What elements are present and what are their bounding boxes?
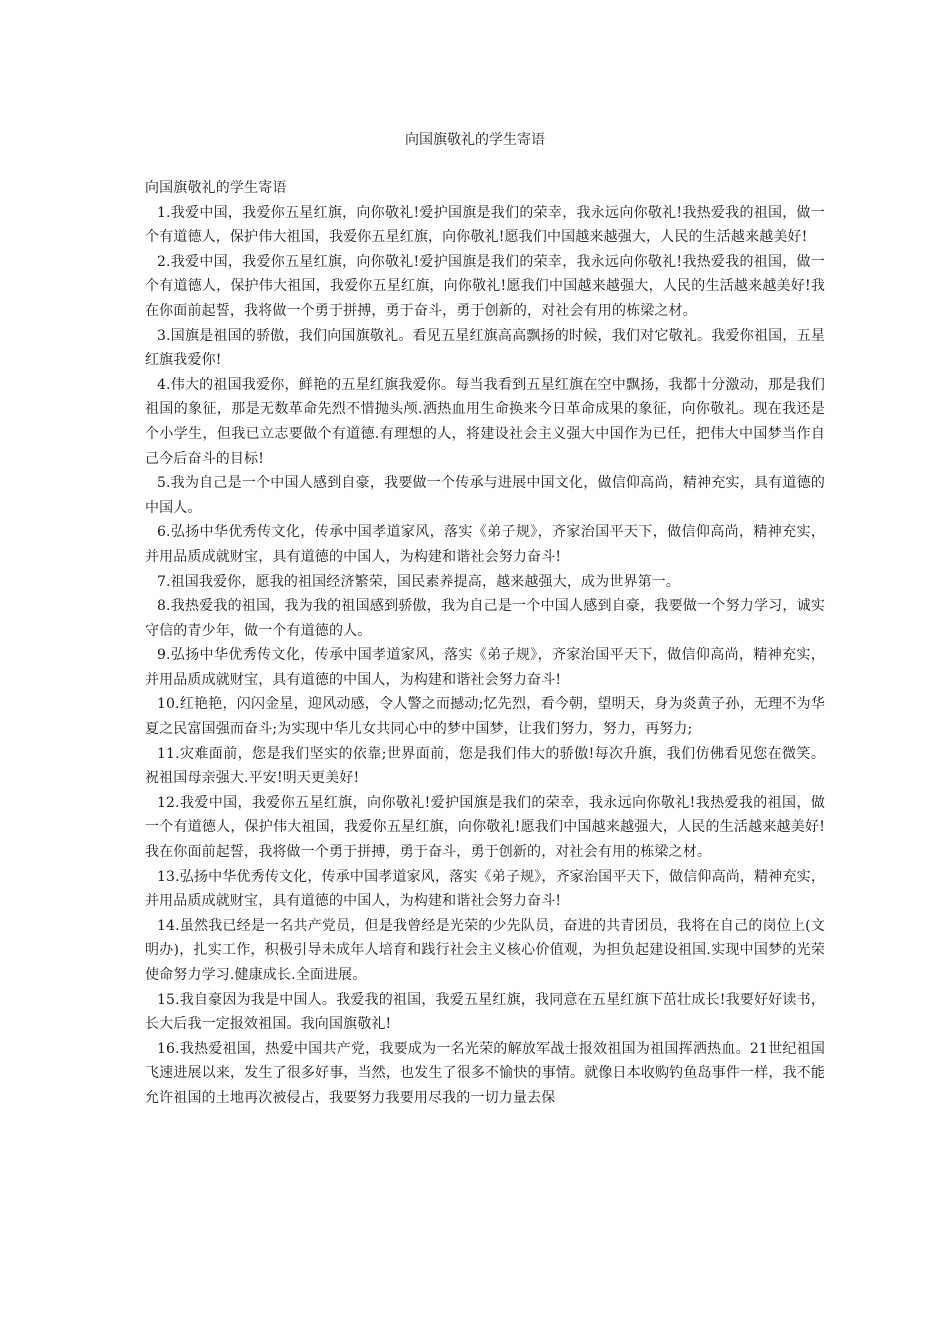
paragraph: 13.弘扬中华优秀传文化，传承中国孝道家风，落实《弟子规》，齐家治国平天下，做信仰高尚，精神充实，并用品质成就财宝，具有道德的中国人，为构建和谐社会努力奋斗! [145, 868, 825, 910]
paragraph: 1.我爱中国，我爱你五星红旗，向你敬礼!爱护国旗是我们的荣幸，我永远向你敬礼!我热爱我的祖国，做一个有道德人，保护伟大祖国，我爱你五星红旗，向你敬礼!愿我们中国越来越强大，人民的生活越来越美好! [145, 204, 825, 246]
document-title: 向国旗敬礼的学生寄语 [405, 132, 545, 148]
paragraph: 9.弘扬中华优秀传文化，传承中国孝道家风，落实《弟子规》，齐家治国平天下，做信仰高尚，精神充实，并用品质成就财宝，具有道德的中国人，为构建和谐社会努力奋斗! [145, 647, 825, 688]
paragraph: 12.我爱中国，我爱你五星红旗，向你敬礼!爱护国旗是我们的荣幸，我永远向你敬礼!我热爱我的祖国，做一个有道德人，保护伟大祖国，我爱你五星红旗，向你敬礼!愿我们中国越来越强大，人民的生活越来越美好!我在你面前起誓，我将做一个勇于拼搏，勇于奋斗，勇于创新的，对社会有用的栋梁之材。 [145, 794, 825, 861]
paragraph: 15.我自豪因为我是中国人。我爱我的祖国，我爱五星红旗，我同意在五星红旗下茁壮成长!我要好好读书，长大后我一定报效祖国。我向国旗敬礼! [145, 991, 825, 1033]
paragraph: 8.我热爱我的祖国，我为我的祖国感到骄傲，我为自己是一个中国人感到自豪，我要做一个努力学习，诚实守信的青少年，做一个有道德的人。 [145, 598, 825, 639]
document-body [145, 176, 825, 1111]
document-subtitle: 向国旗敬礼的学生寄语 [145, 180, 287, 196]
paragraph: 4.伟大的祖国我爱你，鲜艳的五星红旗我爱你。每当我看到五星红旗在空中飘扬，我都十分激动，那是我们祖国的象征，那是无数革命先烈不惜抛头颅.洒热血用生命换来今日革命成果的象征，向你敬礼。现在我还是个小学生，但我已立志要做个有道德.有理想的人，将建设社会主义强大中国作为已任，把伟大中国梦当作自己今后奋斗的目标! [145, 376, 825, 467]
paragraph: 5.我为自己是一个中国人感到自豪，我要做一个传承与进展中国文化，做信仰高尚，精神充实，具有道德的中国人。 [145, 475, 825, 516]
paragraph: 7.祖国我爱你，愿我的祖国经济繁荣，国民素养提高，越来越强大，成为世界第一。 [157, 573, 681, 590]
paragraph: 16.我热爱祖国，热爱中国共产党，我要成为一名光荣的解放军战士报效祖国为祖国挥洒热血。21世纪祖国飞速进展以来，发生了很多好事，当然，也发生了很多不愉快的事情。就像日本收购钓鱼岛事件一样，我不能允许祖国的土地再次被侵占，我要努力我要用尽我的一切力量去保 [145, 1040, 825, 1106]
paragraph: 6.弘扬中华优秀传文化，传承中国孝道家风，落实《弟子规》，齐家治国平天下，做信仰高尚，精神充实，并用品质成就财宝，具有道德的中国人，为构建和谐社会努力奋斗! [145, 524, 825, 565]
paragraph: 3.国旗是祖国的骄傲，我们向国旗敬礼。看见五星红旗高高飘扬的时候，我们对它敬礼。我爱你祖国，五星红旗我爱你! [145, 327, 825, 369]
paragraph: 11.灾难面前，您是我们坚实的依靠;世界面前，您是我们伟大的骄傲!每次升旗，我们仿佛看见您在微笑。祝祖国母亲强大.平安!明天更美好! [145, 745, 825, 787]
paragraph: 2.我爱中国，我爱你五星红旗，向你敬礼!爱护国旗是我们的荣幸，我永远向你敬礼!我热爱我的祖国，做一个有道德人，保护伟大祖国，我爱你五星红旗，向你敬礼!愿我们中国越来越强大，人民的生活越来越美好!我在你面前起誓，我将做一个勇于拼搏，勇于奋斗，勇于创新的，对社会有用的栋梁之材。 [145, 253, 825, 319]
paragraph: 14.虽然我已经是一名共产党员，但是我曾经是光荣的少先队员，奋进的共青团员，我将在自己的岗位上(文明办)，扎实工作，积极引导未成年人培育和践行社会主义核心价值观，为担负起建设祖国.实现中国梦的光荣使命努力学习.健康成长.全面进展。 [145, 917, 825, 983]
paragraph: 10.红艳艳，闪闪金星，迎风动感，令人警之而撼动;忆先烈，看今朝，望明天，身为炎黄子孙，无理不为华夏之民富国强而奋斗;为实现中华儿女共同心中的梦中国梦，让我们努力，努力，再努力; [145, 696, 825, 738]
